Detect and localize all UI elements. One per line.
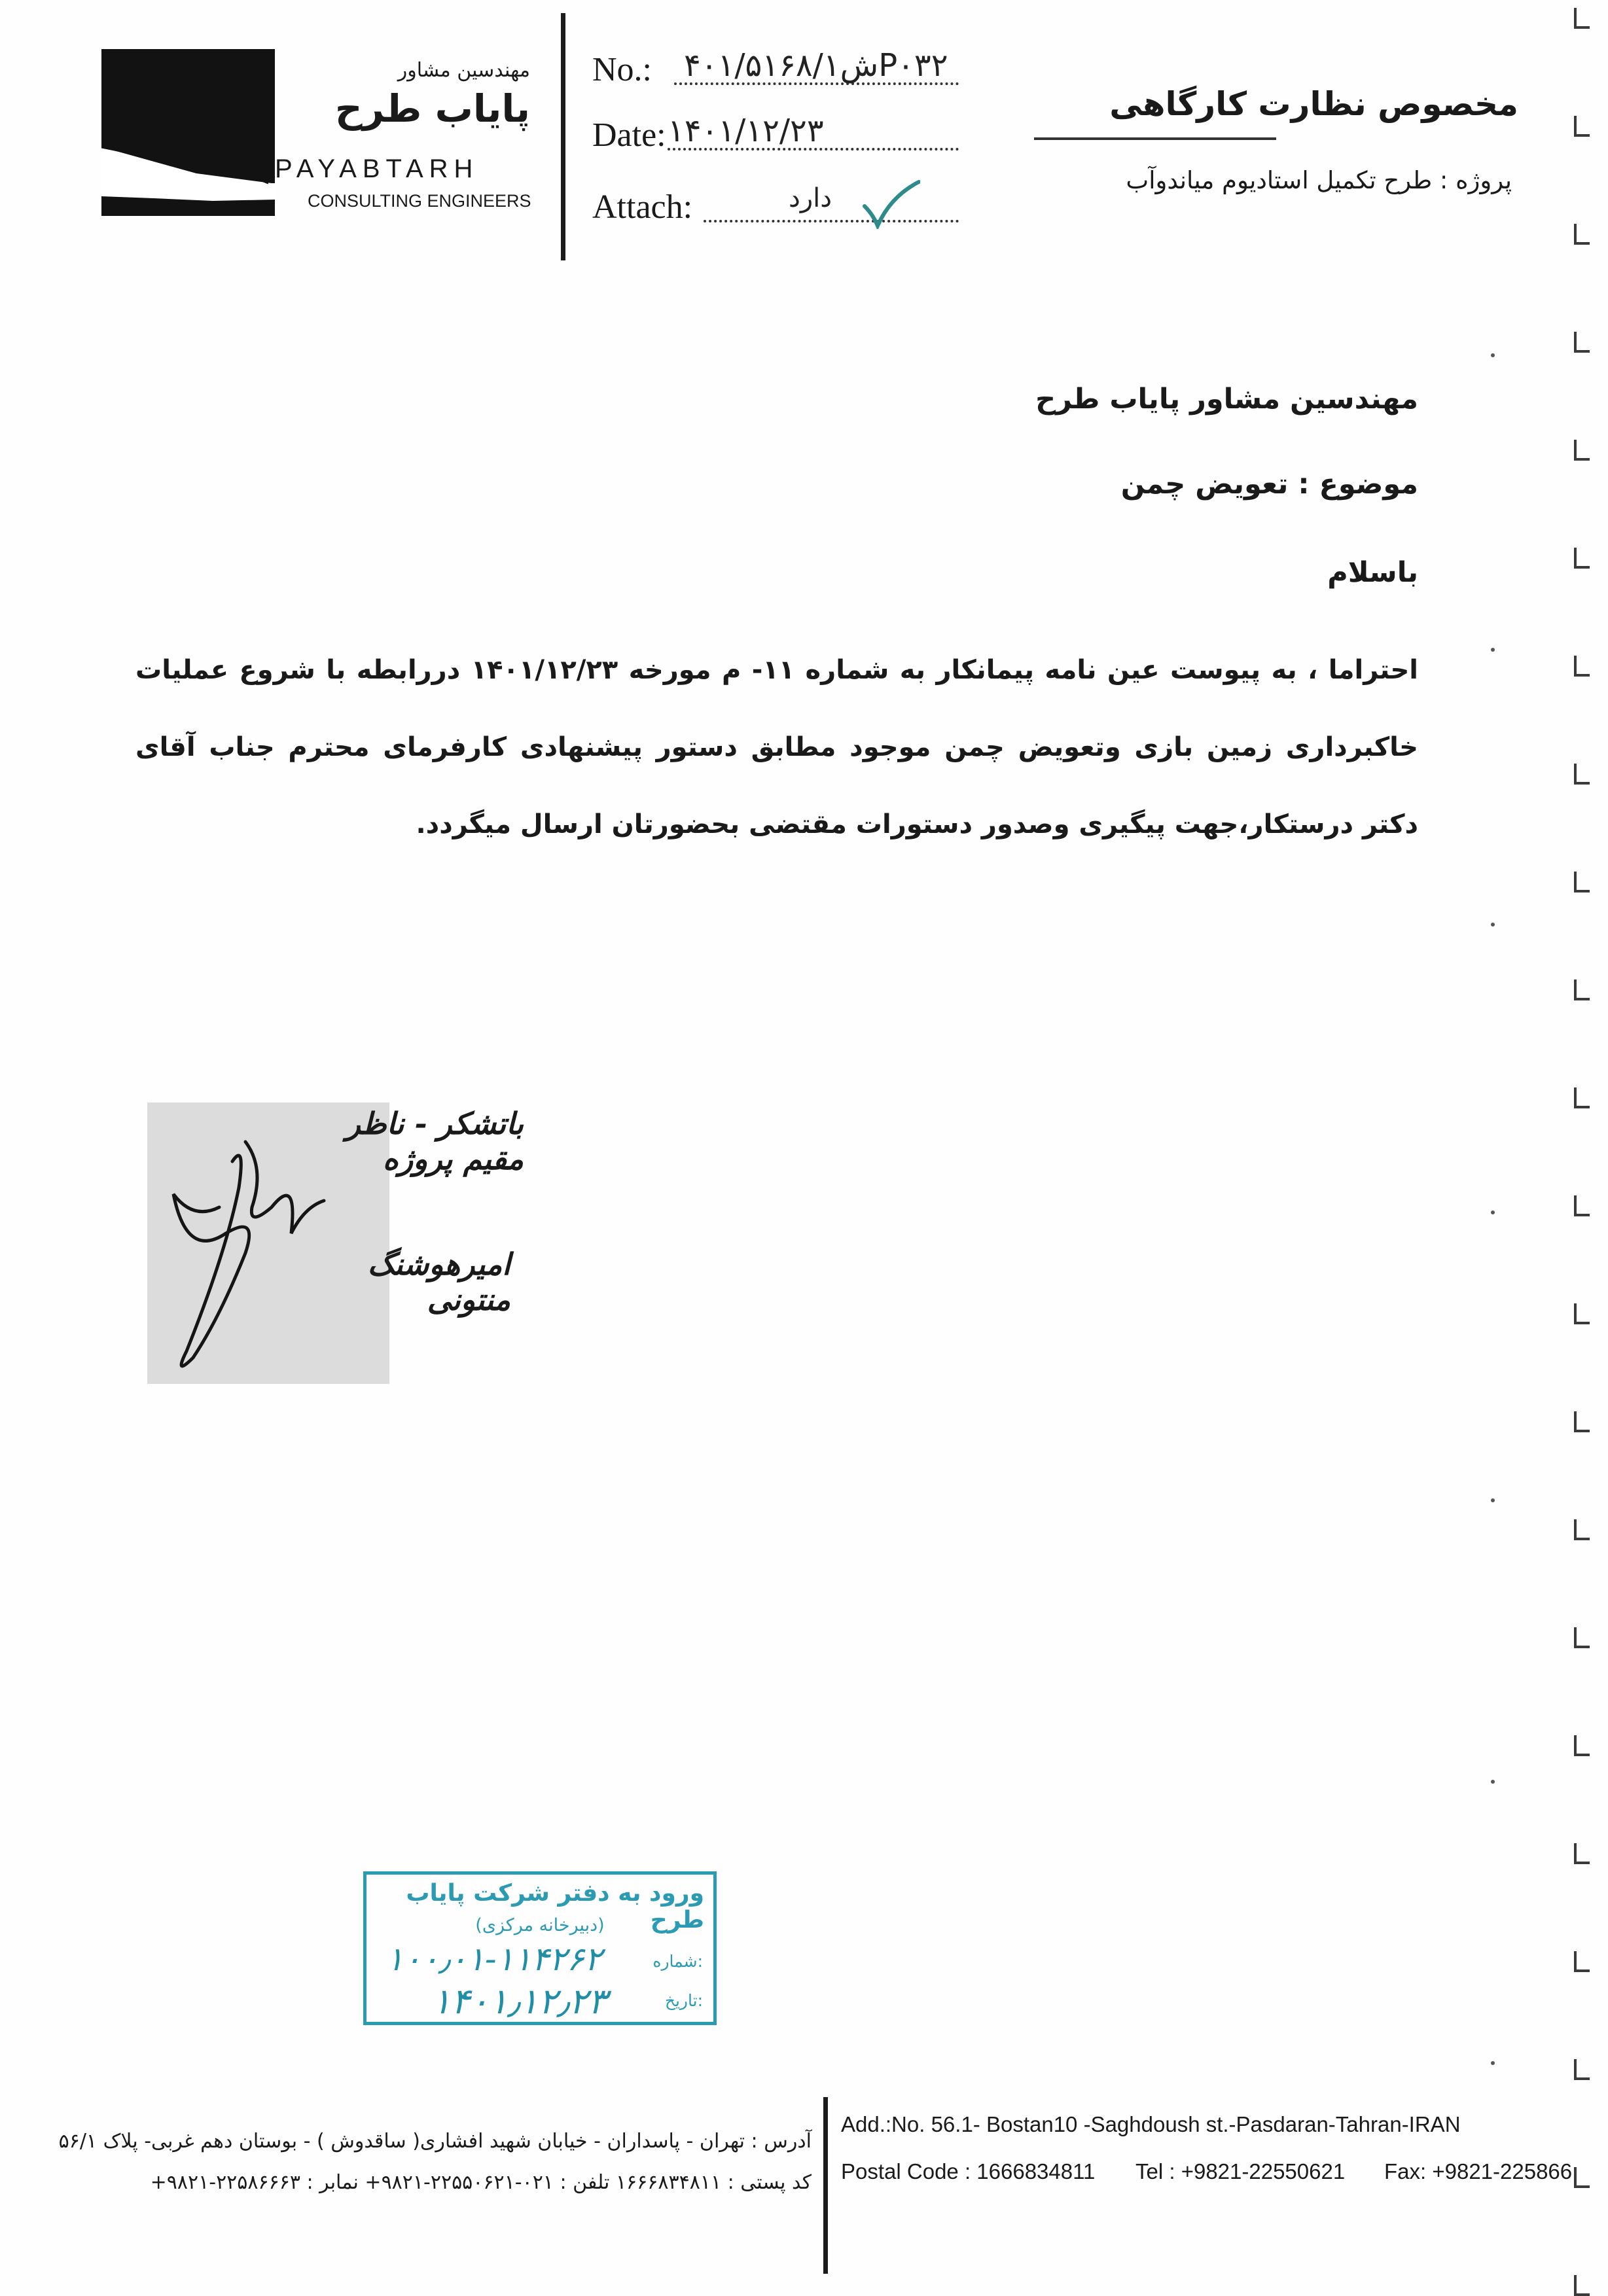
stamp-date-value: ۱۴۰۱٫۱۲٫۲۳ <box>432 1981 607 2022</box>
footer-address-english: Add.:No. 56.1- Bostan10 -Saghdoush st.-Pasdaran-Tahran-IRAN <box>841 2112 1461 2136</box>
binder-tab <box>1574 332 1590 353</box>
binder-tab <box>1574 1519 1590 1540</box>
check-icon <box>861 177 920 229</box>
letter-attach-label: Attach: <box>592 188 693 226</box>
logo-swoosh-icon <box>101 49 275 216</box>
binder-tab <box>1574 116 1590 137</box>
margin-dot <box>1491 2061 1495 2065</box>
greeting-line: باسلام <box>1327 556 1418 589</box>
logo-english-subtitle: CONSULTING ENGINEERS <box>308 191 531 211</box>
subject-line: موضوع : تعویض چمن <box>1120 468 1418 501</box>
binder-tab <box>1574 8 1590 29</box>
binder-tab <box>1574 440 1590 461</box>
letter-number-label: No.: <box>592 51 652 88</box>
margin-dot <box>1491 1210 1495 1214</box>
binder-tab <box>1574 872 1590 892</box>
company-logo-mark <box>101 49 275 216</box>
binder-tab <box>1574 1087 1590 1108</box>
binder-tab <box>1574 1735 1590 1756</box>
letter-attach-dots <box>704 220 959 222</box>
letter-date-row <box>592 113 959 158</box>
binder-tab <box>1574 2275 1590 2296</box>
binder-tab <box>1574 1303 1590 1324</box>
category-underline <box>1034 137 1276 140</box>
logo-english-name: PAYABTARH <box>275 154 479 183</box>
binder-tab <box>1574 224 1590 245</box>
binder-tab <box>1574 656 1590 677</box>
margin-dot <box>1491 1780 1495 1784</box>
letter-number-row <box>592 47 959 93</box>
document-category: مخصوص نظارت کارگاهی <box>1109 85 1518 123</box>
footer-address-persian: آدرس : تهران - پاسداران - خیابان شهید افشاری( ساقدوش ) - بوستان دهم غربی- پلاک ۵۶/۱ <box>58 2130 812 2153</box>
binder-tab <box>1574 1195 1590 1216</box>
binder-tab <box>1574 764 1590 785</box>
footer-fax: Fax: +9821-225866 <box>1384 2159 1573 2183</box>
footer-postal-code: Postal Code : 1666834811 <box>841 2159 1096 2183</box>
footer-telephone: Tel : +9821-22550621 <box>1135 2159 1346 2183</box>
body-paragraph: احتراما ، به پیوست عین نامه پیمانکار به شماره ۱۱- م مورخه ۱۴۰۱/۱۲/۲۳ دررابطه با شروع عملیات خاکبرداری زمین بازی وتعویض چمن موجود مطابق دستور پیشنهادی کارفرمای محترم جناب آقای دکتر درستکار،جهت پیگیری وصدور دستورات مقتضی بحضورتان ارسال میگردد. <box>135 655 1419 839</box>
letter-date-label: Date: <box>592 116 666 154</box>
project-name: پروژه : طرح تکمیل استادیوم میاندوآب <box>1126 166 1512 194</box>
stamp-number-value: ۱۰۰٫۰۱-۱۱۴۲۶۲ <box>386 1940 602 1978</box>
header-divider <box>561 13 565 260</box>
letter-attach-value: دارد <box>789 183 832 213</box>
stamp-date-label: تاریخ: <box>664 1991 703 2010</box>
logo-persian-name: پایاب طرح <box>334 86 530 131</box>
receipt-stamp <box>363 1871 717 2025</box>
signature-title-line: باتشکر - ناظر مقیم پروژه <box>346 1106 524 1176</box>
binder-tab <box>1574 980 1590 1000</box>
stamp-number-label: شماره: <box>652 1952 703 1971</box>
margin-dot <box>1491 923 1495 927</box>
binder-tab <box>1574 2167 1590 2188</box>
binder-tab <box>1574 2059 1590 2080</box>
binder-tab <box>1574 1627 1590 1648</box>
footer-divider <box>823 2097 828 2274</box>
footer-contact-persian: کد پستی : ۱۶۶۶۸۳۴۸۱۱ تلفن : ۰۲۱-۲۲۵۵۰۶۲۱-۹۸۲۱+ نمابر : ۲۲۵۸۶۶۶۳-۹۸۲۱+ <box>150 2171 812 2194</box>
stamp-subtitle: (دبیرخانه مرکزی) <box>475 1915 605 1935</box>
margin-dot <box>1491 648 1495 652</box>
margin-dot <box>1491 353 1495 357</box>
signature-name-line: امیرهوشنگ منتونی <box>367 1246 510 1317</box>
logo-persian-subtitle: مهندسین مشاور <box>397 59 530 82</box>
letter-number-value: ش۴۰۱/۵۱۶۸/۱P۰۳۲ <box>684 47 948 84</box>
letter-date-value: ۱۴۰۱/۱۲/۲۳ <box>668 113 824 149</box>
binder-tab <box>1574 1411 1590 1432</box>
binder-tab <box>1574 1843 1590 1864</box>
recipient-line: مهندسین مشاور پایاب طرح <box>1035 383 1418 415</box>
margin-dot <box>1491 1498 1495 1502</box>
binder-tab <box>1574 548 1590 569</box>
binder-tab <box>1574 1951 1590 1972</box>
stamp-title: ورود به دفتر شرکت پایاب طرح <box>406 1880 704 1934</box>
